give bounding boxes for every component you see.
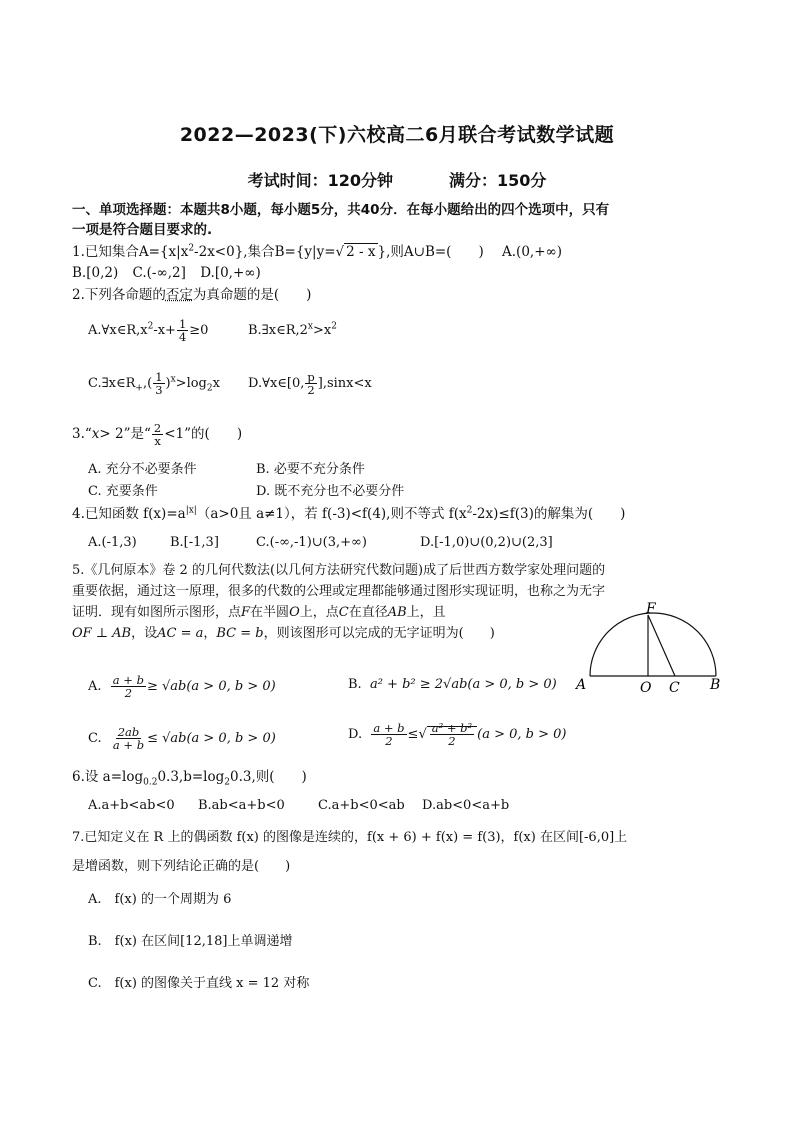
q2-option-b: $B.\exists x\in R,2^x>x^2$ xyxy=(248,321,337,338)
question-5-line1: 5.《几何原本》卷 2 的几何代数法(以几何方法研究代数问题)成了后世西方数学家处理问题的 xyxy=(72,563,606,578)
question-1: 1.已知集合$A=\{x|x^2-2x<0\}$,集合B={y|y=√ 2 - x },则A∪B=( ) A.(0,+∞) xyxy=(72,243,563,260)
question-3: 3.“x> 2”是“ $\frac{2}{x}$ <1”的( ) xyxy=(72,421,243,448)
semicircle-arc xyxy=(590,613,716,676)
q7-option-a: A. f(x) 的一个周期为 6 xyxy=(88,892,232,907)
exam-info xyxy=(0,168,794,191)
q1-option-c: C.(-∞,2] xyxy=(132,265,186,281)
q3-option-b: B. 必要不充分条件 xyxy=(256,462,365,477)
q6-option-d: D.ab<0<a+b xyxy=(422,798,510,813)
question-1-options xyxy=(72,264,261,282)
q1-option-d: D.[0,+∞) xyxy=(200,265,261,281)
section-heading-cont: 一项是符合题目要求的. xyxy=(72,222,213,238)
question-6: 6.设 $a=\log_{0.2}0.3,b=\log_20.3$,则( ) xyxy=(72,769,307,788)
q7-option-b: B. f(x) 在区间[12,18]上单调递增 xyxy=(88,934,293,949)
q3-option-d: D. 既不充分也不必要分件 xyxy=(256,484,405,499)
question-7-line2: 是增函数，则下列结论正确的是( ) xyxy=(72,859,291,874)
page-title: 2022—2023(下)六校高二6月联合考试数学试题 xyxy=(179,124,615,146)
q7-option-c: C. f(x) 的图像关于直线 x = 12 对称 xyxy=(88,976,310,991)
q4-option-c: C.(-∞,-1)∪(3,+∞) xyxy=(256,535,367,550)
exam-score: 满分：150分 xyxy=(449,171,547,190)
q5-option-d: D. $\frac{a + b}{2}$ ≤√ $\frac{\text{a² + b²}}{2}$ (a > 0, b > 0) xyxy=(348,721,567,748)
q3-option-a: A. 充分不必要条件 xyxy=(88,462,197,477)
label-o: O xyxy=(640,680,652,696)
question-5-line4: OF ⊥ AB，设AC = a，BC = b，则该图形可以完成的无字证明为( ) xyxy=(72,626,495,641)
q4-option-b: B.[-1,3] xyxy=(170,535,219,550)
label-c: C xyxy=(669,680,680,696)
question-4: 4.已知函数 $f(x)=a^{|x|}(a>0$且 a≠1），若 f(-3)<f(4),则不等式 $f(x^2-2x)\le f(3)$的解集为( ) xyxy=(72,505,626,522)
question-5-line3: 证明．现有如图所示图形，点F在半圆O上，点C在直径AB上，且 xyxy=(72,605,446,620)
q6-option-a: A.a+b<ab<0 xyxy=(88,798,175,813)
q4-option-a: A.(-1,3) xyxy=(88,535,137,550)
q1-option-b: B.[0,2) xyxy=(72,265,119,281)
q3-option-c: C. 充要条件 xyxy=(88,484,158,499)
q6-option-b: B.ab<a+b<0 xyxy=(198,798,285,813)
q2-option-a: $A.\forall x\in R,x^2-x+$ $\frac{1}{4}$ ≥0 xyxy=(88,317,209,344)
question-2: 2.下列各命题的否定为真命题的是( ) xyxy=(72,287,312,303)
q2-option-c: $C.\exists x\in R_+$,( $\frac{1}{3}$ )$^x>\log_2x$ xyxy=(88,370,220,397)
question-5-line2: 重要依据，通过这一原理，很多的代数的公理或定理都能够通过图形实现证明，也称之为无字 xyxy=(72,584,606,599)
segment-fc xyxy=(648,615,675,676)
label-f: F xyxy=(646,601,656,617)
label-a: A xyxy=(576,677,587,693)
q4-option-d: D.[-1,0)∪(0,2)∪(2,3] xyxy=(420,535,553,550)
q1-option-a: A.(0,+∞) xyxy=(502,244,563,260)
q5-option-a: A. $\frac{a + b}{2}$ ≥ √ab(a > 0, b > 0) xyxy=(88,673,276,700)
semicircle-figure xyxy=(572,598,728,698)
q5-option-c: C. $\frac{2ab}{a + b}$ ≤ √ab(a > 0, b > 0) xyxy=(88,725,276,752)
question-7-line1: 7.已知定义在 R 上的偶函数 f(x) 的图像是连续的，f(x + 6) + f(x) = f(3)，f(x) 在区间[-6,0]上 xyxy=(72,830,628,845)
exam-time: 考试时间：120分钟 xyxy=(247,171,393,190)
q2-option-d: D.∀x∈[0, $\frac{p}{2}$ ],sinx<x xyxy=(248,370,372,397)
q6-option-c: C.a+b<0<ab xyxy=(318,798,405,813)
section-heading: 一、单项选择题：本题共8小题，每小题5分，共40分．在每小题给出的四个选项中，只有 xyxy=(72,202,610,218)
q5-option-b: B. a² + b² ≥ 2√ab(a > 0, b > 0) xyxy=(348,677,557,692)
label-b: B xyxy=(710,677,721,693)
